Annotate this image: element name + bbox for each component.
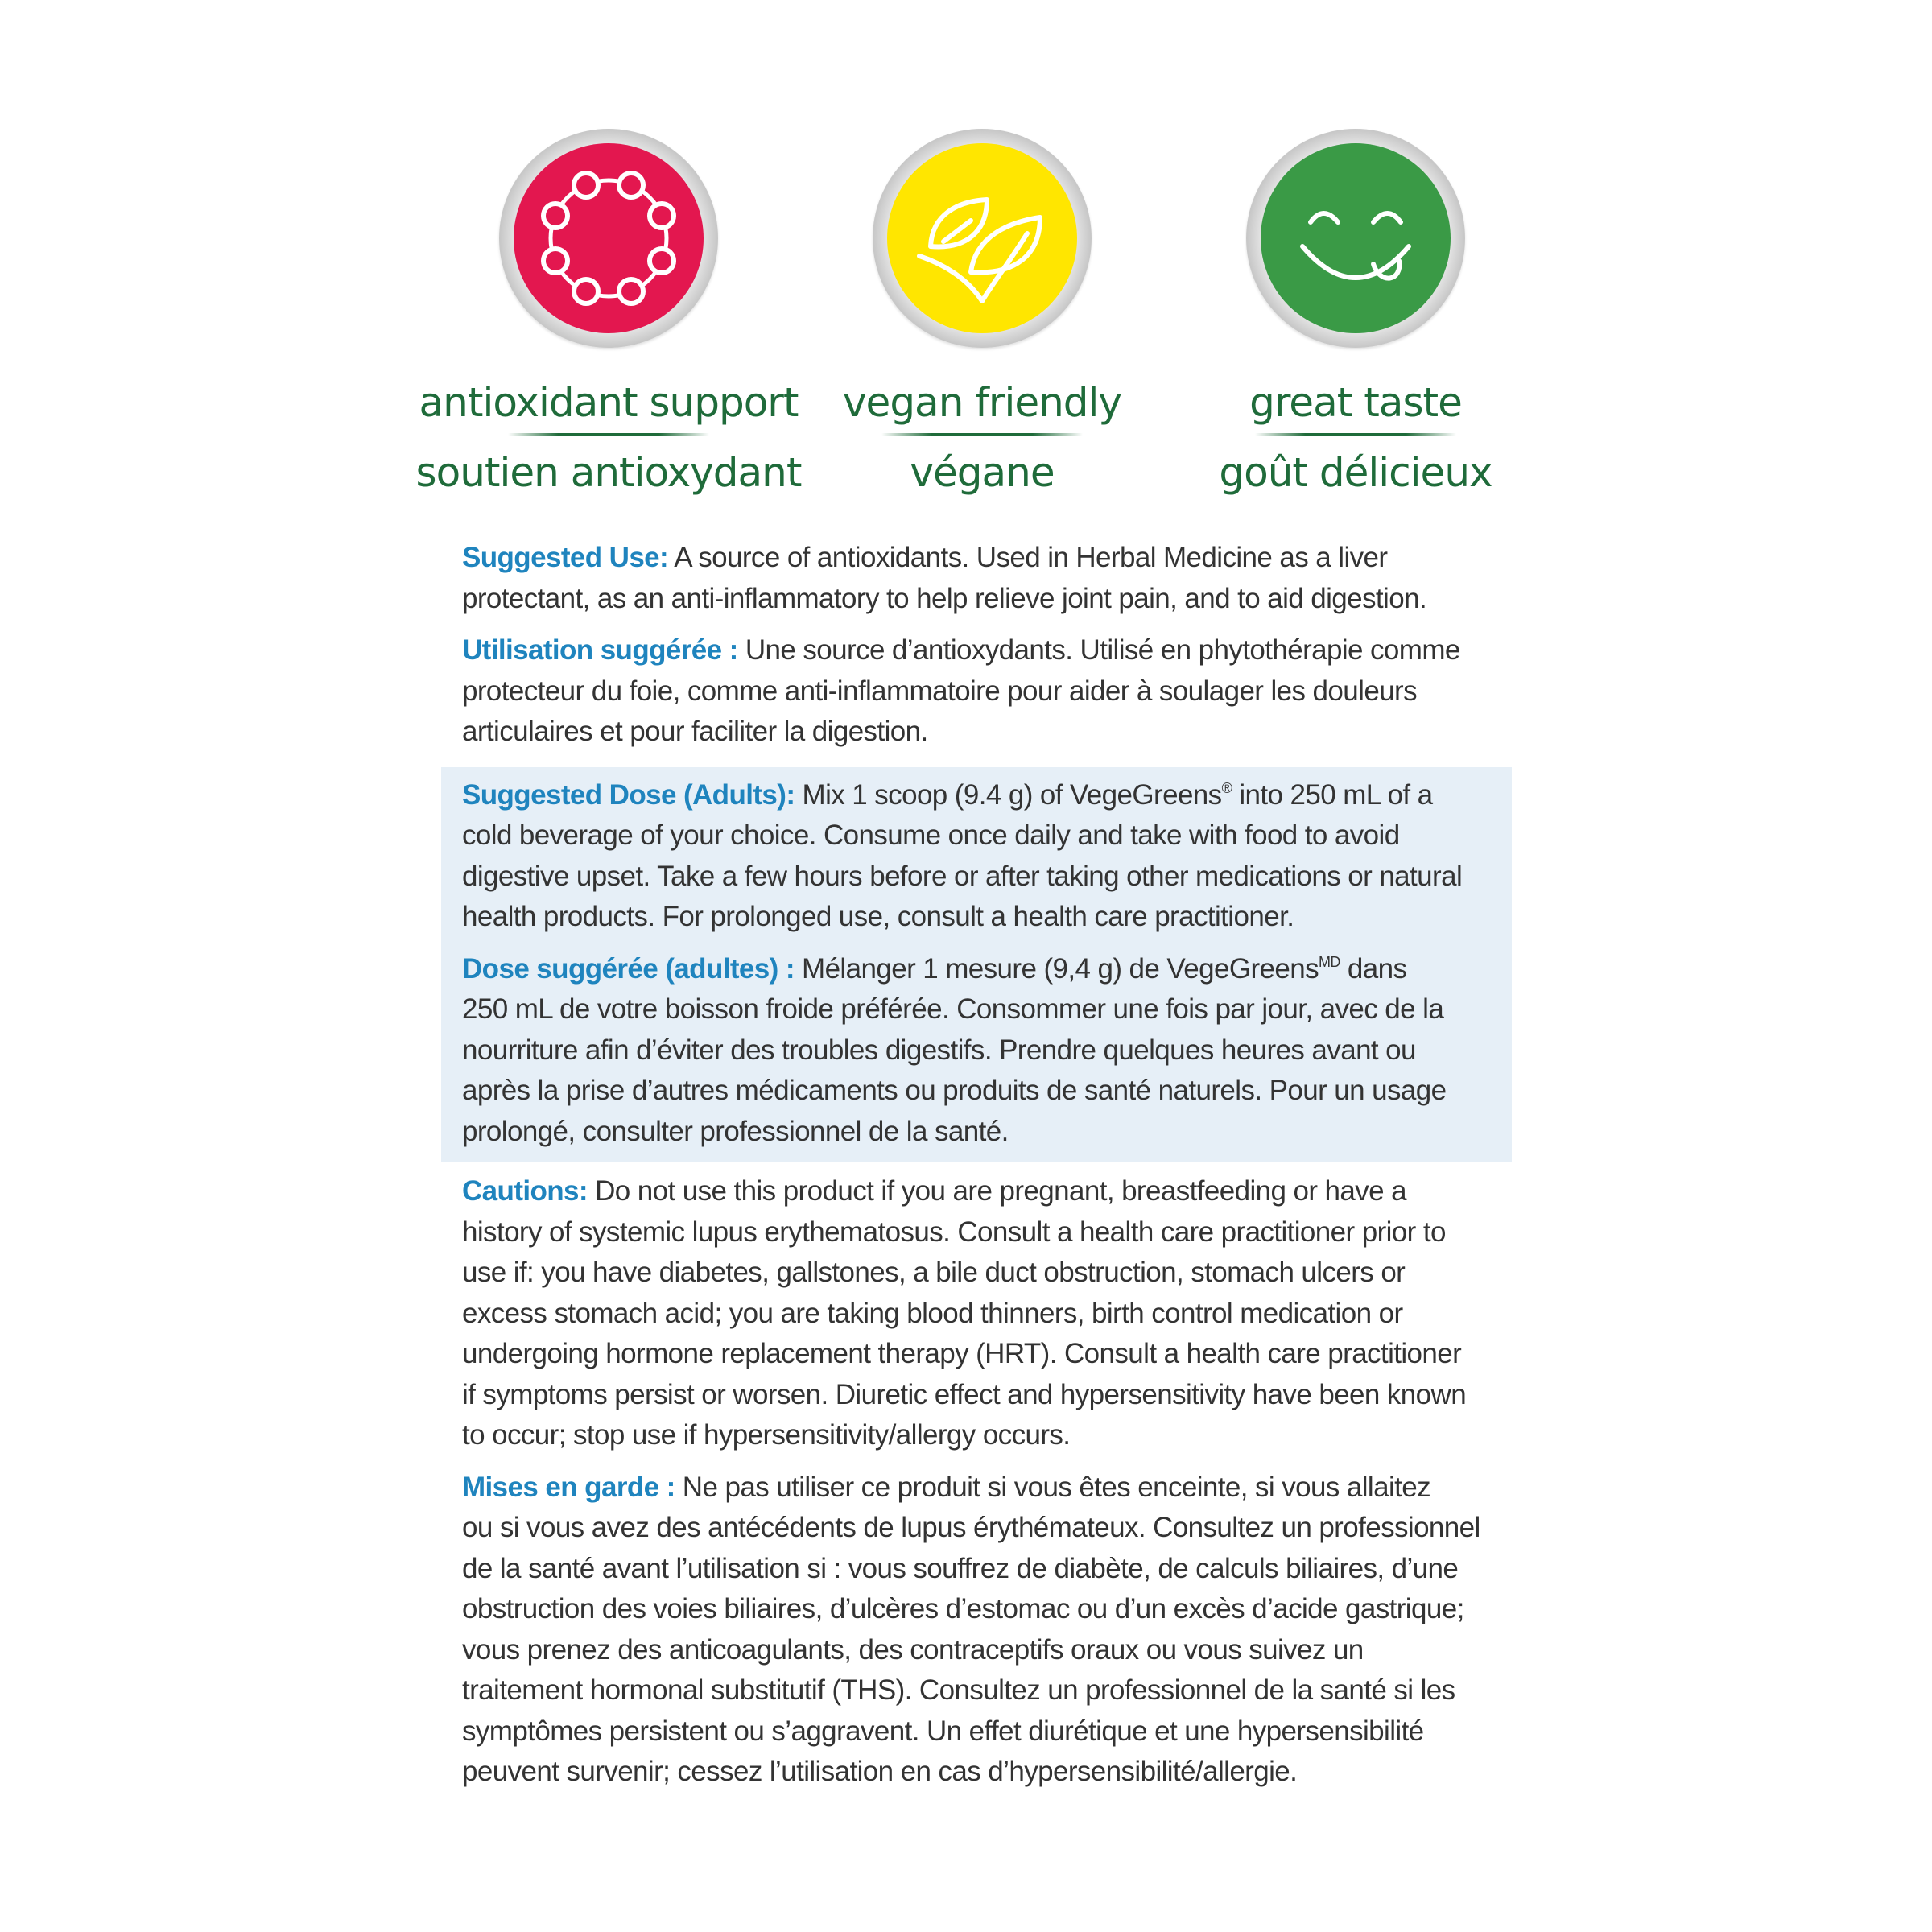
text-line: cold beverage of your choice. Consume once daily and take with food to avoid (462, 819, 1400, 851)
badge-label-fr: soutien antioxydant (415, 449, 802, 496)
text-line: protectant, as an anti-inflammatory to help relieve joint pain, and to aid digestion. (462, 582, 1427, 614)
badge-ring (499, 129, 718, 348)
section-heading: Utilisation suggérée : (462, 634, 738, 666)
antioxidant-molecule-icon (514, 143, 704, 333)
text-line: prolongé, consulter professionnel de la santé. (462, 1115, 1009, 1147)
badge-divider (1255, 433, 1456, 436)
suggested-dose-en (441, 775, 1512, 938)
text-line: traitement hormonal substitutif (THS). Consultez un professionnel de la santé si les (462, 1674, 1455, 1706)
section-heading: Dose suggérée (adultes) : (462, 952, 795, 985)
text-line: articulaires et pour faciliter la digestion. (462, 716, 928, 747)
text-line: Ne pas utiliser ce produit si vous êtes enceinte, si vous allaitez (675, 1471, 1431, 1503)
badge-label-en: vegan friendly (842, 379, 1122, 426)
text-line: Do not use this product if you are pregnant, breastfeeding or have a (587, 1175, 1407, 1207)
text-line: history of systemic lupus erythematosus. Consult a health care practitioner prior to (462, 1216, 1446, 1248)
badge-antioxidant (415, 129, 802, 498)
text-line: health products. For prolonged use, consult a health care practitioner. (462, 901, 1294, 932)
text-line: obstruction des voies biliaires, d’ulcères d’estomac ou d’un excès d’acide gastrique; (462, 1593, 1464, 1624)
registered-mark: ® (1221, 779, 1232, 796)
badge-label-en: great taste (1249, 379, 1462, 426)
dose-panel (441, 767, 1512, 1162)
text-line: dans (1340, 952, 1407, 985)
text-line: undergoing hormone replacement therapy (HRT). Consult a health care practitioner (462, 1338, 1462, 1369)
section-heading: Suggested Dose (Adults): (462, 778, 795, 811)
text-line: vous prenez des anticoagulants, des contraceptifs oraux ou vous suivez un (462, 1633, 1364, 1666)
text-line: if symptoms persist or worsen. Diuretic effect and hypersensitivity have been known (462, 1378, 1467, 1410)
text-line: 250 mL de votre boisson froide préférée. Consommer une fois par jour, avec de la (462, 993, 1444, 1025)
trademark-mark: MD (1319, 953, 1340, 970)
badge-divider (508, 433, 709, 436)
text-line: protecteur du foie, comme anti-inflammatoire pour aider à soulager les douleurs (462, 675, 1418, 707)
cautions-en (441, 1171, 1512, 1456)
text-line: symptômes persistent ou s’aggravent. Un effet diurétique et une hypersensibilité (462, 1715, 1424, 1747)
badge-ring (1246, 129, 1465, 348)
badge-vegan (789, 129, 1175, 498)
badge-disk (1261, 143, 1451, 333)
text-line: ou si vous avez des antécédents de lupus érythémateux. Consultez un professionnel (462, 1512, 1480, 1543)
text-line: A source of antioxidants. Used in Herbal Medicine as a liver (668, 542, 1388, 573)
leaves-icon (887, 143, 1077, 333)
text-line: Une source d’antioxydants. Utilisé en phytothérapie comme (737, 634, 1460, 666)
badge-ring (873, 129, 1092, 348)
text-line: de la santé avant l’utilisation si : vous souffrez de diabète, de calculs biliaires, d’une (462, 1552, 1459, 1584)
badge-disk (887, 143, 1077, 333)
feature-badges (415, 129, 1513, 499)
text-line: digestive upset. Take a few hours before or after taking other medications or natural (462, 860, 1463, 892)
text-line: après la prise d’autres médicaments ou produits de santé naturels. Pour un usage (462, 1075, 1447, 1106)
smiley-tongue-icon (1261, 143, 1451, 333)
label-text-panel (441, 538, 1512, 1802)
text-line: excess stomach acid; you are taking blood thinners, birth control medication or (462, 1297, 1403, 1329)
section-heading: Suggested Use: (462, 542, 669, 573)
text-line: nourriture afin d’éviter des troubles digestifs. Prendre quelques heures avant ou (462, 1034, 1416, 1066)
text-line: use if: you have diabetes, gallstones, a bile duct obstruction, stomach ulcers or (462, 1257, 1406, 1288)
suggested-use-fr (441, 630, 1512, 753)
section-heading: Cautions: (462, 1175, 588, 1207)
section-heading: Mises en garde : (462, 1471, 675, 1503)
suggested-dose-fr (441, 949, 1512, 1153)
suggested-use-en (441, 538, 1512, 619)
badge-label-fr: goût délicieux (1219, 449, 1492, 496)
text-line: to occur; stop use if hypersensitivity/allergy occurs. (462, 1419, 1071, 1451)
badge-divider (881, 433, 1083, 436)
text-line: Mix 1 scoop (9.4 g) of VegeGreens (795, 778, 1222, 811)
text-line: Mélanger 1 mesure (9,4 g) de VegeGreens (794, 952, 1319, 985)
cautions-fr (441, 1468, 1512, 1793)
text-line: into 250 mL of a (1232, 778, 1433, 811)
badge-label-en: antioxidant support (419, 379, 799, 426)
badge-disk (514, 143, 704, 333)
text-line: peuvent survenir; cessez l’utilisation en cas d’hypersensibilité/allergie. (462, 1756, 1298, 1787)
badge-taste (1162, 129, 1549, 498)
badge-label-fr: végane (910, 449, 1055, 496)
